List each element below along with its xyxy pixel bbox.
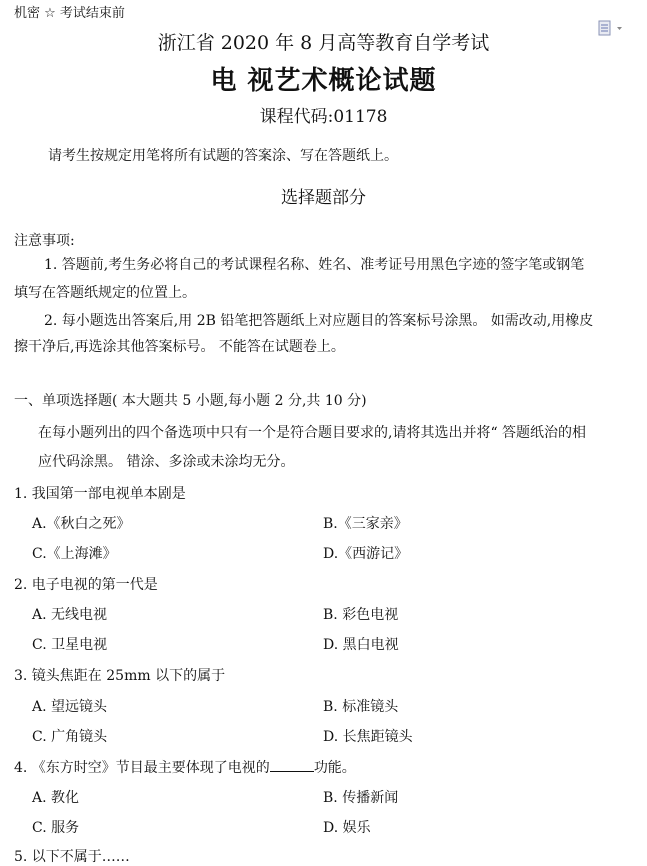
question-stem bbox=[14, 757, 356, 777]
option-b: B. 标准镜头 bbox=[323, 699, 399, 715]
notice-item1-line2: 填写在答题纸规定的位置上。 bbox=[14, 285, 196, 301]
part1-desc-line2: 应代码涂黑。 错涂、多涂或未涂均无分。 bbox=[38, 454, 295, 470]
option-c: C. 卫星电视 bbox=[32, 637, 108, 653]
option-a: A.《秋白之死》 bbox=[32, 516, 131, 532]
option-d: D. 长焦距镜头 bbox=[323, 729, 413, 745]
notice-item2-line1: 2. 每小题选出答案后,用 2B 铅笔把答题纸上对应题目的答案标号涂黑。 如需改动,用橡皮 bbox=[44, 313, 594, 329]
option-c: C.《上海滩》 bbox=[32, 546, 117, 562]
exam-title-line1: 浙江省 2020 年 8 月高等教育自学考试 bbox=[157, 32, 490, 54]
question-stem: 2. 电子电视的第一代是 bbox=[14, 577, 158, 593]
option-c: C. 广角镜头 bbox=[32, 729, 108, 745]
question-stem: 1. 我国第一部电视单本剧是 bbox=[14, 486, 186, 502]
question-stem-post: 功能。 bbox=[313, 760, 356, 776]
exam-title-line2: 电 视艺术概论试题 bbox=[210, 66, 437, 96]
section-title: 选择题部分 bbox=[281, 188, 366, 208]
course-code: 课程代码:01178 bbox=[259, 107, 388, 127]
option-a: A. 教化 bbox=[32, 790, 80, 806]
notice-heading: 注意事项: bbox=[14, 233, 75, 249]
question-stem-partial: 5. 以下不属于…… bbox=[14, 849, 130, 865]
exam-instruction: 请考生按规定用笔将所有试题的答案涂、写在答题纸上。 bbox=[48, 148, 398, 164]
notice-item2-line2: 擦干净后,再选涂其他答案标号。 不能答在试题卷上。 bbox=[14, 339, 345, 355]
question-stem: 3. 镜头焦距在 25mm 以下的属于 bbox=[14, 668, 226, 684]
notice-item1-line1: 1. 答题前,考生务必将自己的考试课程名称、姓名、准考证号用黑色字迹的签字笔或钢笔 bbox=[44, 257, 585, 273]
option-c: C. 服务 bbox=[32, 820, 80, 836]
option-d: D.《西游记》 bbox=[323, 546, 409, 562]
option-b: B. 传播新闻 bbox=[323, 790, 399, 806]
part1-desc-line1: 在每小题列出的四个备选项中只有一个是符合题目要求的,请将其选出并将“ 答题纸治的相 bbox=[38, 425, 587, 441]
answer-blank bbox=[270, 759, 314, 772]
confidential-label: 机密 ☆ 考试结束前 bbox=[14, 6, 125, 21]
option-d: D. 娱乐 bbox=[323, 820, 371, 836]
option-b: B. 彩色电视 bbox=[323, 607, 399, 623]
part1-heading: 一、单项选择题( 本大题共 5 小题,每小题 2 分,共 10 分) bbox=[14, 393, 367, 409]
question-stem-pre: 4. 《东方时空》节目最主要体现了电视的 bbox=[14, 760, 270, 776]
option-a: A. 无线电视 bbox=[32, 607, 108, 623]
option-b: B.《三家亲》 bbox=[323, 516, 408, 532]
option-d: D. 黑白电视 bbox=[323, 637, 399, 653]
option-a: A. 望远镜头 bbox=[32, 699, 108, 715]
